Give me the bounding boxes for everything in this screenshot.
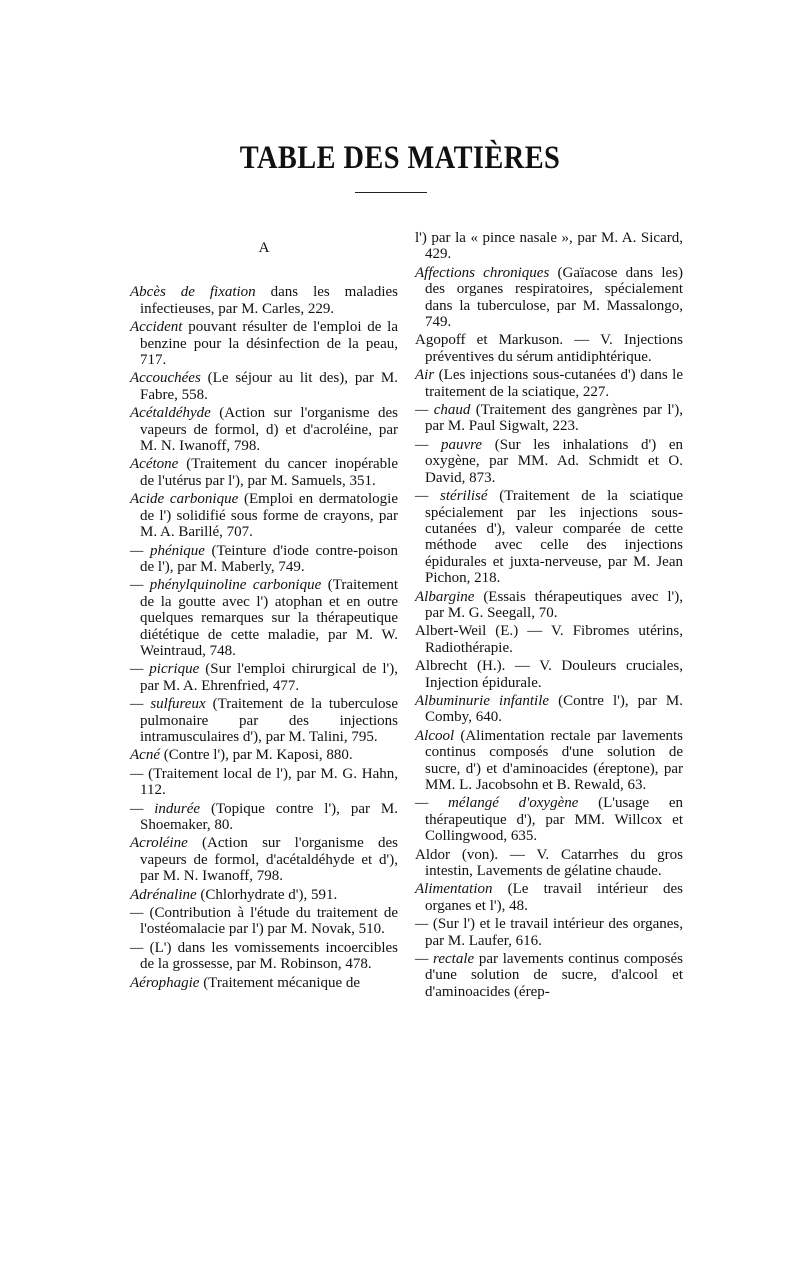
- entry-text: (Sur les inhalations d') en oxygène, par MM. Ad. Schmidt et O. David, 873.: [425, 436, 683, 486]
- left-entries: [130, 284, 398, 991]
- index-entry: [415, 488, 683, 586]
- entry-text: (Le travail intérieur des organes et l'), 48.: [425, 881, 683, 914]
- entry-term: — chaud: [415, 402, 471, 419]
- index-entry: [415, 589, 683, 622]
- index-entry: [415, 437, 683, 486]
- entry-term: Affections chroniques: [415, 264, 550, 281]
- entry-text: (Sur l'emploi chirurgical de l'), par M. A. Ehrenfried, 477.: [140, 661, 398, 694]
- entry-text: (Contre l'), par M. Comby, 640.: [425, 692, 683, 726]
- entry-term: — rectale: [415, 951, 475, 968]
- entry-term: — stérilisé: [415, 488, 488, 505]
- entry-text: (Traitement de la tuberculose pulmonaire par des injections intramusculaires d'), par M. Talini, 795.: [140, 696, 398, 745]
- entry-text: (Essais thérapeutiques avec l'), par M. G. Seegall, 70.: [425, 588, 683, 621]
- entry-term: —: [130, 939, 144, 956]
- right-entries: [415, 230, 683, 1000]
- entry-text: (L') dans les vomissements incoercibles de la grossesse, par M. Robinson, 478.: [140, 939, 398, 973]
- index-entry: [415, 916, 683, 949]
- index-entry: [415, 847, 683, 880]
- index-entry: [415, 230, 683, 263]
- index-entry: [130, 370, 398, 403]
- index-entry: [415, 881, 683, 914]
- entry-term: — pauvre: [415, 436, 483, 453]
- index-entry: [415, 623, 683, 656]
- index-entry: [415, 795, 683, 844]
- section-letter: A: [258, 240, 270, 256]
- title-divider: [355, 192, 427, 193]
- entry-text: (Le séjour au lit des), par M. Fabre, 558.: [140, 370, 398, 403]
- index-entry: [415, 951, 683, 1000]
- entry-text: (Topique contre l'), par M. Shoemaker, 80.: [140, 800, 398, 833]
- index-entry: [415, 658, 683, 691]
- entry-term: Adrénaline: [130, 886, 197, 903]
- entry-text: (Traitement du cancer inopérable de l'utérus par l'), par M. Samuels, 351.: [140, 456, 398, 489]
- entry-term: Acroléine: [130, 835, 188, 852]
- entry-text: (Les injections sous-cutanées d') dans le traitement de la sciatique, 227.: [425, 367, 683, 400]
- entry-text: (Traitement de la goutte avec l') atophan et en outre quelques remarques sur la thérapeutique diététique de cette maladie, par M. W. Weintraud, 748.: [140, 577, 398, 659]
- entry-text: dans les maladies infectieuses, par M. Carles, 229.: [140, 284, 398, 317]
- entry-term: —: [130, 765, 144, 782]
- entry-text: (Teinture d'iode contre-poison de l'), par M. Maberly, 749.: [140, 542, 398, 575]
- entry-term: Acné: [130, 747, 160, 764]
- entry-text: (Action sur l'organisme des vapeurs de formol, d'acétaldéhyde et d'), par M. N. Iwanoff, 798.: [140, 835, 398, 885]
- entry-text: l') par la « pince nasale », par M. A. Sicard, 429.: [415, 230, 683, 263]
- index-entry: [130, 766, 398, 799]
- entry-text: (Action sur l'organisme des vapeurs de formol, d) et d'acroléine, par M. N. Iwanoff, 798.: [140, 405, 398, 455]
- index-entry: [130, 975, 398, 991]
- index-entry: [130, 543, 398, 576]
- entry-text: (Traitement mécanique de: [199, 974, 361, 991]
- index-entry: [415, 728, 683, 794]
- entry-term: Acide carbonique: [130, 491, 239, 508]
- entry-text: pouvant résulter de l'emploi de la benzine pour la désinfection de la peau, 717.: [140, 319, 398, 369]
- entry-term: — phénylquinoline carbonique: [130, 577, 322, 594]
- index-entry: [415, 402, 683, 435]
- entry-term: — sulfureux: [130, 696, 206, 713]
- entry-text: (Contre l'), par M. Kaposi, 880.: [159, 747, 353, 764]
- index-entry: [130, 661, 398, 694]
- index-entry: [130, 747, 398, 763]
- entry-text: (Emploi en dermatologie de l') solidifié sous forme de crayons, par M. A. Barillé, 707.: [140, 491, 398, 541]
- entry-term: Accouchées: [130, 370, 201, 387]
- index-entry: [415, 332, 683, 365]
- left-column: [130, 230, 398, 993]
- entry-text: (Sur l') et le travail intérieur des organes, par M. Laufer, 616.: [425, 916, 683, 949]
- entry-text: (L'usage en thérapeutique d'), par MM. Willcox et Collingwood, 635.: [425, 795, 683, 845]
- entry-text: (Traitement local de l'), par M. G. Hahn, 112.: [140, 765, 398, 799]
- entry-term: Acétone: [130, 456, 179, 473]
- index-entry: [130, 940, 398, 973]
- index-entry: [130, 405, 398, 454]
- index-entry: [130, 577, 398, 659]
- entry-term: — indurée: [130, 800, 201, 817]
- entry-term: Accident: [130, 319, 183, 336]
- entry-term: Abcès de fixation: [130, 284, 256, 301]
- entry-text: Albert-Weil (E.) — V. Fibromes utérins, Radiothérapie.: [415, 623, 683, 656]
- entry-text: Albrecht (H.). — V. Douleurs cruciales, Injection épidurale.: [415, 658, 683, 691]
- index-entry: [130, 801, 398, 834]
- entry-text: (Gaïacose dans les) des organes respiratoires, spécialement dans la tuberculose, par M. Massalongo, 749.: [425, 264, 683, 331]
- index-entry: [130, 319, 398, 368]
- entry-term: —: [415, 916, 429, 933]
- index-entry: [130, 835, 398, 884]
- entry-text: par lavements continus composés d'une solution de sucre, d'alcool et d'aminoacides (érep-: [425, 951, 683, 1000]
- entry-text: (Traitement de la sciatique spécialement par les injections sous-cutanées d'), valeur comparée de cette méthode avec celle des injections épidurales et juxta-nerveuse, par M. Jean Pichon, 218.: [425, 488, 683, 587]
- entry-term: Aérophagie: [130, 974, 200, 991]
- page-title: TABLE DES MATIÈRES: [239, 140, 561, 176]
- index-entry: [130, 696, 398, 745]
- entry-term: — phénique: [130, 542, 205, 559]
- index-entry: [415, 693, 683, 726]
- entry-text: (Traitement des gangrènes par l'), par M. Paul Sigwalt, 223.: [425, 402, 683, 435]
- index-entry: [130, 887, 398, 903]
- index-entry: [415, 265, 683, 331]
- entry-term: —: [130, 905, 144, 922]
- entry-term: — mélangé d'oxygène: [415, 795, 579, 812]
- entry-term: Albargine: [415, 588, 475, 605]
- index-entry: [130, 905, 398, 938]
- entry-term: Albuminurie infantile: [415, 692, 550, 709]
- index-entry: [130, 491, 398, 540]
- entry-term: — picrique: [130, 661, 200, 678]
- entry-text: (Alimentation rectale par lavements continus composés d'une solution de sucre, d') et d'aminoacides (éreptone), par MM. L. Jacobsohn et B. Rewald, 63.: [425, 727, 683, 793]
- entry-text: (Chlorhydrate d'), 591.: [196, 886, 338, 903]
- index-entry: [130, 284, 398, 317]
- entry-text: (Contribution à l'étude du traitement de l'ostéomalacie par l') par M. Novak, 510.: [140, 905, 398, 938]
- index-entry: [415, 367, 683, 400]
- entry-text: Agopoff et Markuson. — V. Injections préventives du sérum antidiphtérique.: [415, 332, 683, 365]
- entry-term: Air: [415, 367, 435, 384]
- entry-text: Aldor (von). — V. Catarrhes du gros intestin, Lavements de gélatine chaude.: [415, 846, 683, 880]
- right-column: [415, 230, 683, 1002]
- entry-term: Alimentation: [415, 881, 493, 898]
- entry-term: Acétaldéhyde: [130, 405, 211, 422]
- index-entry: [130, 456, 398, 489]
- entry-term: Alcool: [415, 727, 455, 744]
